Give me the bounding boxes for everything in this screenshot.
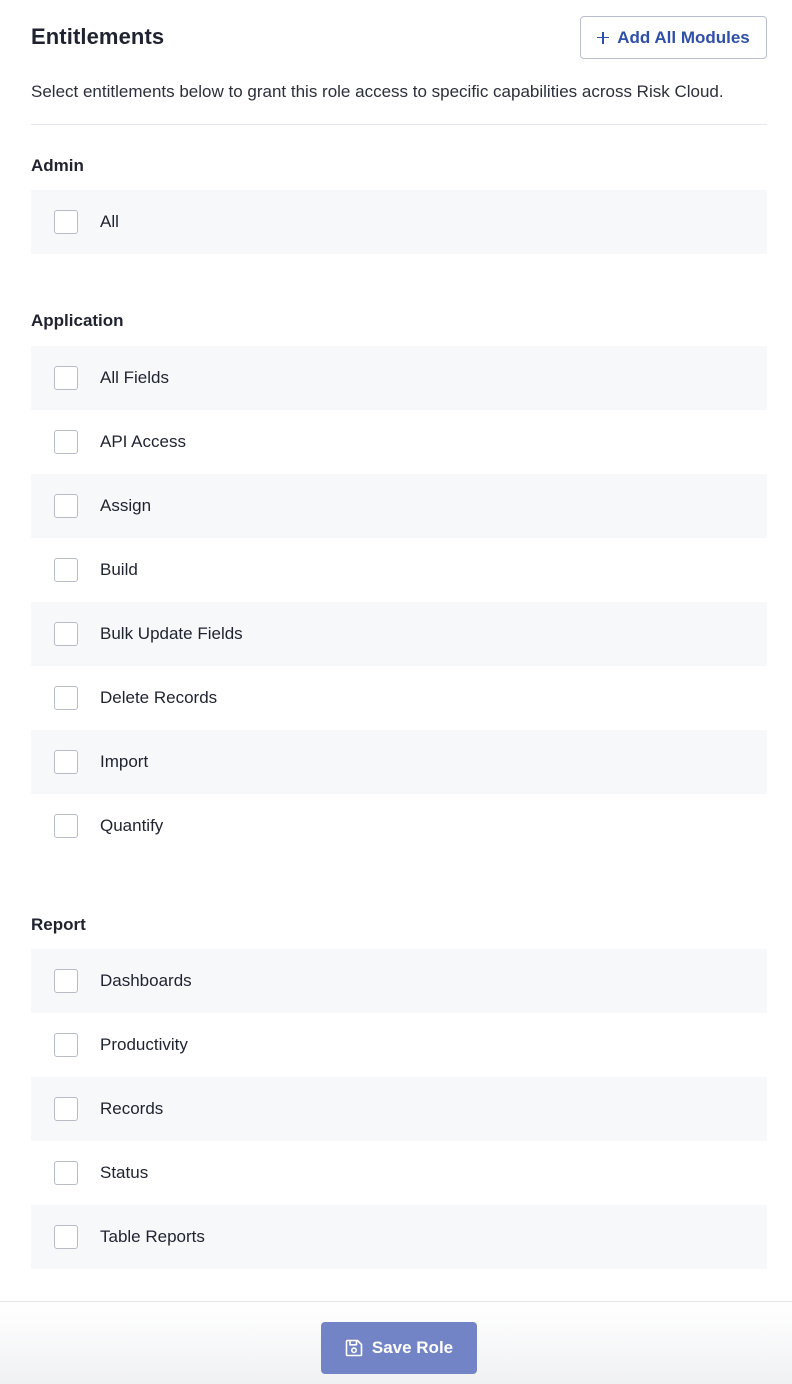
section-title-admin: Admin: [31, 156, 84, 175]
entitlement-row-build[interactable]: [31, 538, 767, 602]
entitlement-label: Productivity: [100, 1035, 188, 1054]
checkbox[interactable]: [54, 366, 78, 390]
entitlement-label: All Fields: [100, 368, 169, 387]
entitlement-row-bulk-update-fields[interactable]: [31, 602, 767, 666]
entitlement-row-api-access[interactable]: [31, 410, 767, 474]
entitlement-label: Delete Records: [100, 688, 218, 707]
add-all-modules-label: Add All Modules: [617, 27, 750, 47]
entitlement-label: Records: [100, 1099, 164, 1118]
checkbox[interactable]: [54, 969, 78, 993]
entitlement-row-table-reports[interactable]: [31, 1205, 767, 1269]
entitlement-label: Quantify: [100, 816, 164, 835]
header-divider: [31, 124, 767, 125]
add-all-modules-button[interactable]: [580, 16, 767, 59]
entitlement-label: Status: [100, 1163, 149, 1182]
entitlement-label: Dashboards: [100, 971, 192, 990]
entitlement-row-dashboards[interactable]: [31, 949, 767, 1013]
checkbox[interactable]: [54, 210, 78, 234]
panel-header: [31, 16, 767, 60]
checkbox[interactable]: [54, 1033, 78, 1057]
checkbox[interactable]: [54, 686, 78, 710]
save-role-label: Save Role: [371, 1338, 454, 1357]
checkbox[interactable]: [54, 1161, 78, 1185]
checkbox[interactable]: [54, 622, 78, 646]
entitlement-label: Assign: [100, 496, 152, 515]
checkbox[interactable]: [54, 430, 78, 454]
entitlement-label: Import: [100, 752, 149, 771]
entitlement-row-import[interactable]: [31, 730, 767, 794]
page-description: Select entitlements below to grant this role access to specific capabilities across Risk Cloud.: [31, 82, 724, 101]
entitlement-row-all-fields[interactable]: [31, 346, 767, 410]
entitlement-row-assign[interactable]: [31, 474, 767, 538]
checkbox[interactable]: [54, 1097, 78, 1121]
checkbox[interactable]: [54, 1225, 78, 1249]
entitlement-row-status[interactable]: [31, 1141, 767, 1205]
section-title-report: Report: [31, 915, 86, 934]
entitlement-label: Build: [100, 560, 138, 579]
entitlement-label: All: [100, 212, 119, 231]
footer-bar: [0, 1301, 792, 1384]
entitlement-label: API Access: [100, 432, 186, 451]
entitlement-row-productivity[interactable]: [31, 1013, 767, 1077]
section-title-application: Application: [31, 311, 124, 330]
plus-icon: [597, 32, 609, 44]
entitlement-row-admin-all[interactable]: [31, 190, 767, 254]
entitlement-label: Bulk Update Fields: [100, 624, 243, 643]
entitlement-label: Table Reports: [100, 1227, 205, 1246]
entitlement-row-delete-records[interactable]: [31, 666, 767, 730]
page-title: Entitlements: [31, 24, 165, 49]
checkbox[interactable]: [54, 750, 78, 774]
checkbox[interactable]: [54, 814, 78, 838]
checkbox[interactable]: [54, 558, 78, 582]
entitlement-row-quantify[interactable]: [31, 794, 767, 858]
entitlement-row-records[interactable]: [31, 1077, 767, 1141]
checkbox[interactable]: [54, 494, 78, 518]
save-role-button[interactable]: [321, 1322, 477, 1374]
floppy-disk-icon: [345, 1339, 363, 1357]
